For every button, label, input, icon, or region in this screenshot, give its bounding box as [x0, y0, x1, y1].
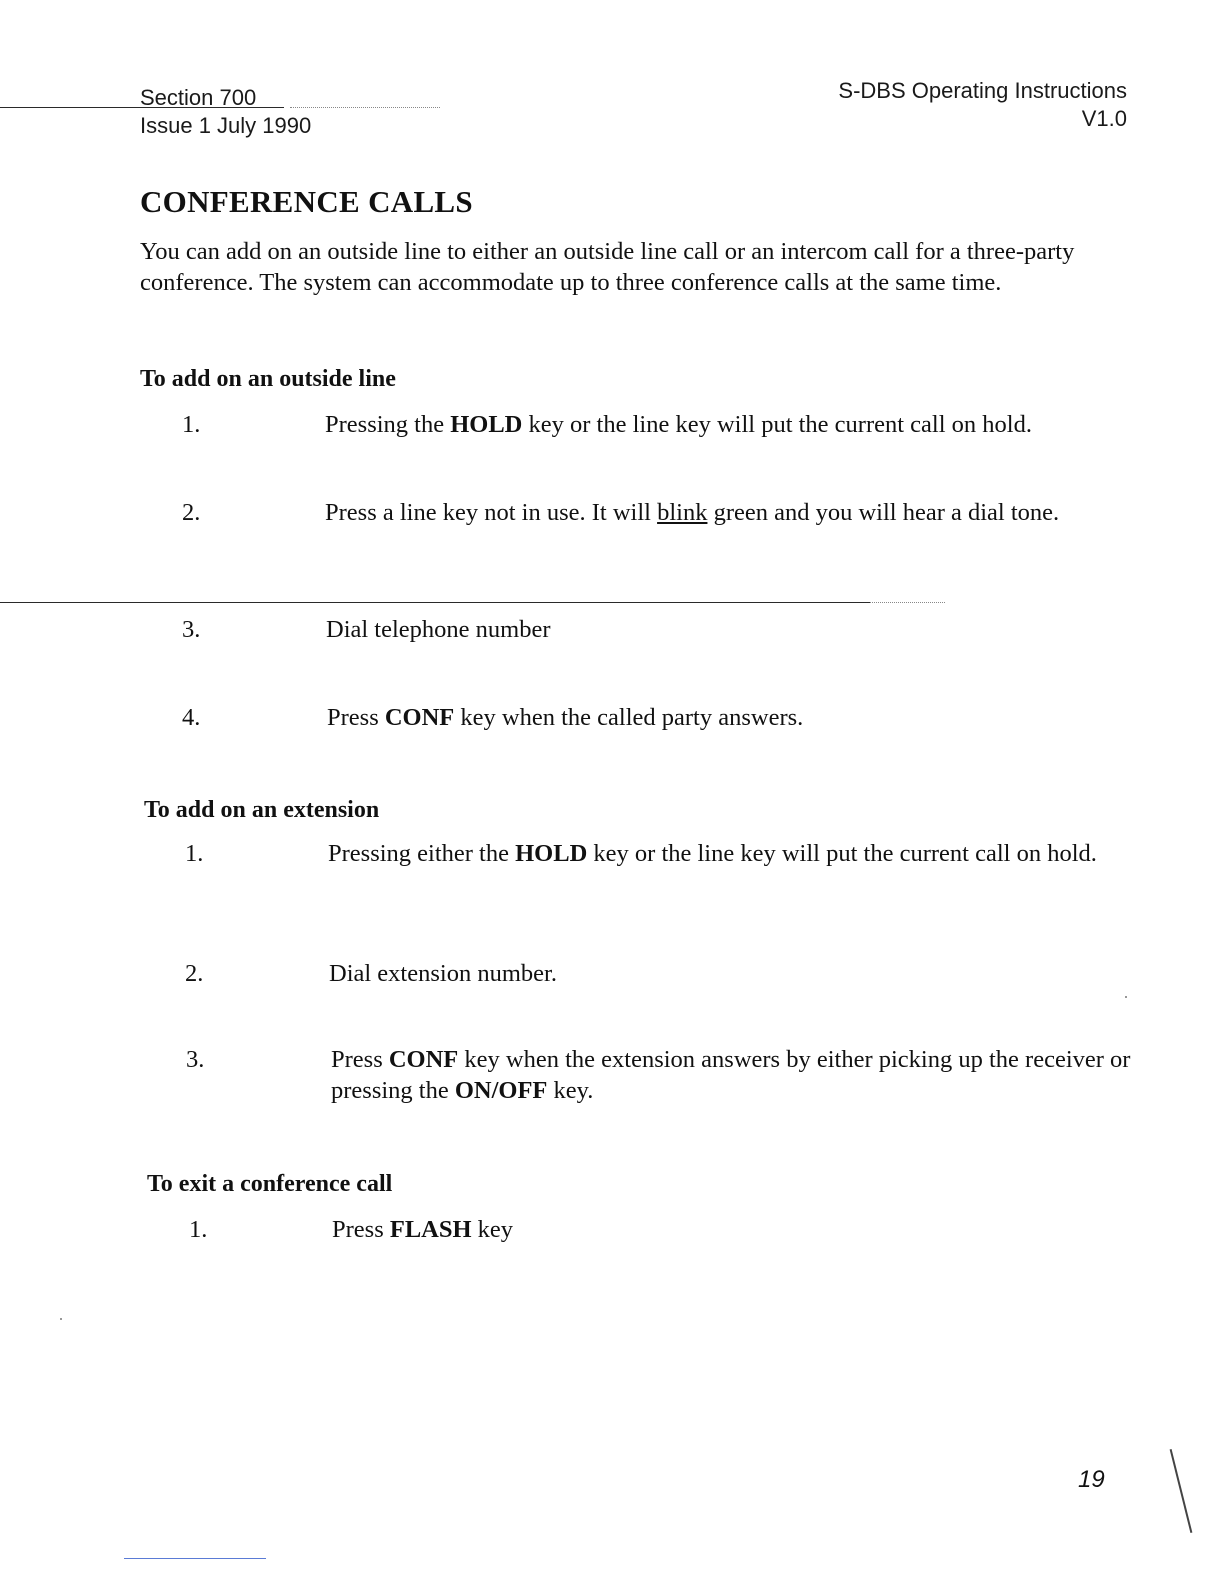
step-number: 4.	[182, 704, 201, 731]
section-label: Section 700	[140, 85, 257, 110]
step-number: 1.	[185, 840, 204, 867]
scan-speck	[1125, 996, 1127, 998]
step-number: 1.	[182, 411, 201, 438]
emphasis-underline: blink	[657, 499, 708, 526]
intro-paragraph: You can add on an outside line to either an outside line call or an intercom call for a three-party conference. The system can accommodate up to three conference calls at the same time.	[140, 238, 1075, 296]
step-text: Press a line key not in use. It will blink green and you will hear a dial tone.	[325, 499, 1060, 526]
manual-title: S-DBS Operating Instructions	[838, 78, 1127, 103]
section-heading-exit-conference: To exit a conference call	[147, 1171, 393, 1197]
key-name: CONF	[384, 704, 455, 731]
section-heading-outside-line: To add on an outside line	[140, 366, 396, 392]
page-number: 19	[1078, 1466, 1105, 1493]
version-label: V1.0	[1081, 106, 1127, 131]
scan-rule-top-faint	[290, 107, 440, 108]
scan-rule-middle	[0, 602, 870, 603]
section-heading-extension: To add on an extension	[144, 797, 380, 823]
step-number: 2.	[185, 960, 204, 987]
key-name: FLASH	[389, 1216, 472, 1243]
step-text: Pressing the HOLD key or the line key will put the current call on hold.	[325, 411, 1032, 438]
issue-date: Issue 1 July 1990	[140, 113, 312, 138]
key-name: HOLD	[515, 840, 588, 867]
step-number: 1.	[189, 1216, 208, 1243]
scan-speck	[60, 1318, 62, 1320]
key-name: ON/OFF	[454, 1077, 548, 1104]
page-header-right	[838, 77, 1127, 133]
step-text: Dial telephone number	[326, 616, 551, 643]
step-text: Press FLASH key	[332, 1216, 514, 1243]
key-name: CONF	[388, 1046, 459, 1073]
step-text: Dial extension number.	[329, 960, 557, 987]
step-number: 3.	[182, 616, 201, 643]
scan-rule-middle-faint	[870, 602, 945, 603]
step-text: Press CONF key when the extension answers by either picking up the receiver or pressing the ON/OFF key.	[331, 1046, 1131, 1104]
step-text: Press CONF key when the called party answers.	[327, 704, 804, 731]
page-header-left	[140, 84, 311, 140]
step-text: Pressing either the HOLD key or the line key will put the current call on hold.	[328, 840, 1097, 867]
scan-rule-bottom	[124, 1558, 266, 1559]
page-title: CONFERENCE CALLS	[140, 184, 473, 219]
scan-edge-mark	[1170, 1449, 1193, 1533]
step-number: 2.	[182, 499, 201, 526]
step-number: 3.	[186, 1046, 205, 1073]
key-name: HOLD	[450, 411, 523, 438]
